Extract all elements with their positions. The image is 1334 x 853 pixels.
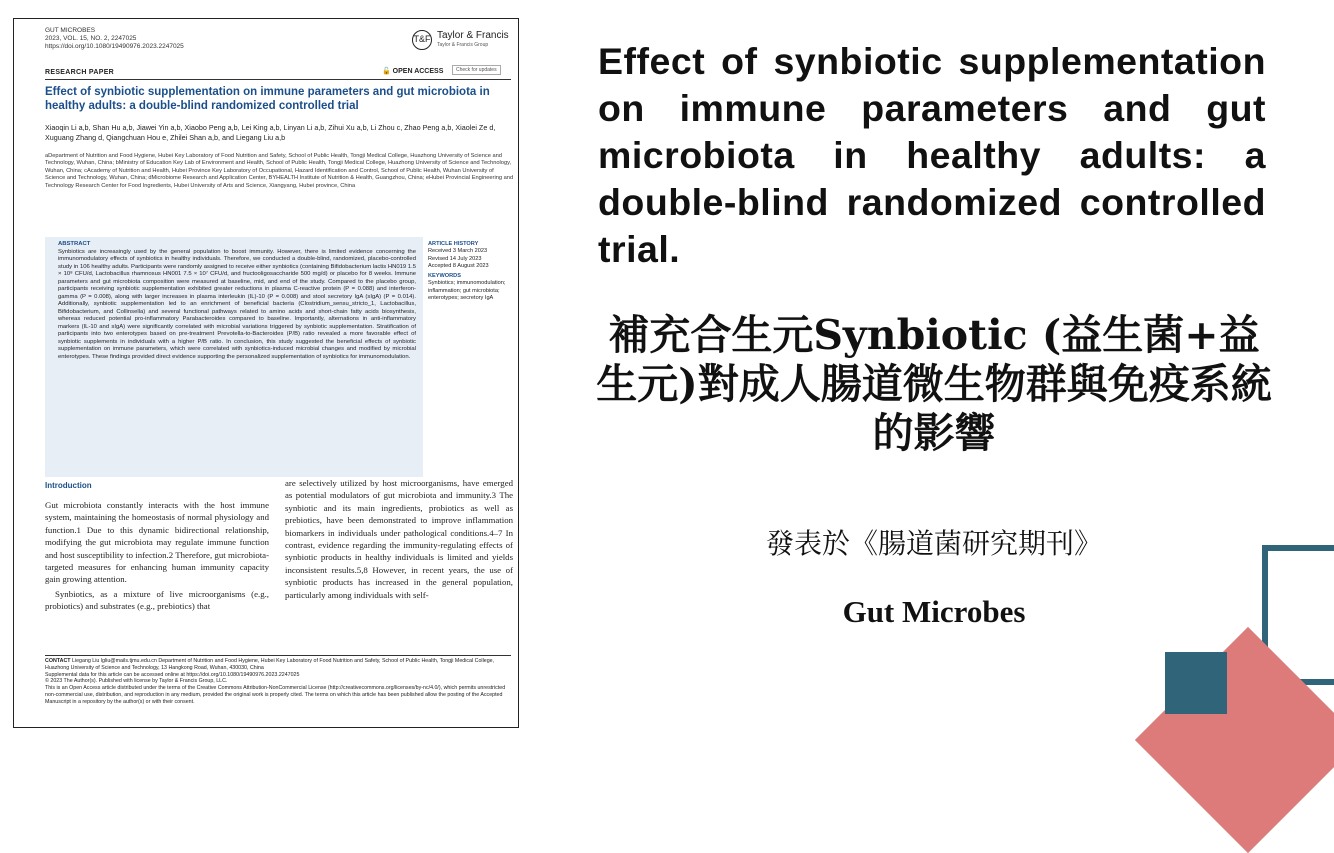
- keywords-text: Synbiotics; immunomodulation; inflammation; gut microbiota; enterotypes; secretory IgA: [428, 280, 506, 302]
- decorative-square-shape: [1165, 652, 1227, 714]
- journal-volume: 2023, VOL. 15, NO. 2, 2247025: [45, 35, 137, 42]
- abstract-label: ABSTRACT: [58, 241, 91, 247]
- journal-header: [45, 27, 184, 51]
- intro-paragraph-2: Synbiotics, as a mixture of live microorganisms (e.g., probiotics) and substrates (e.g., prebiotics) that: [45, 588, 269, 612]
- header-divider: [45, 79, 511, 80]
- chinese-title: 補充合生元Synbiotic (益生菌+益生元)對成人腸道微生物群與免疫系統的影響: [596, 311, 1272, 457]
- publisher-name: Taylor & Francis: [437, 30, 509, 41]
- supplemental-note: Supplemental data for this article can be accessed online at https://doi.org/10.1080/19490976.2023.2247025: [45, 671, 300, 678]
- history-label: ARTICLE HISTORY: [428, 241, 479, 247]
- intro-heading: Introduction: [45, 481, 92, 490]
- english-title: Effect of synbiotic supplementation on immune parameters and gut microbiota in healthy adults: a double-blind randomized controlled trial.: [598, 40, 1266, 270]
- open-lock-icon: 🔓: [382, 68, 391, 75]
- intro-paragraph-1: Gut microbiota constantly interacts with the host immune system, maintaining the homeostasis of normal physiology and function.1 Due to this dynamic bidirectional relationship, modifying the gut microbiota may regulate immune function and host susceptibility to infection.2 Therefore, gut microbiota-targeted measures for enhancing human immunity capacity gain growing attention.: [45, 500, 269, 585]
- check-updates-badge: Check for updates: [452, 65, 501, 75]
- history-received: Received 3 March 2023: [428, 248, 488, 255]
- contact-footer: [45, 658, 515, 706]
- footer-divider: [45, 655, 511, 656]
- abstract: [58, 241, 416, 361]
- open-access-badge: [382, 67, 443, 75]
- contact-label: CONTACT: [45, 658, 71, 664]
- license-note: This is an Open Access article distributed under the terms of the Creative Commons Attribution-NonCommercial License (http://creativecommons.org/licenses/by-nc/4.0/), which permits unrestricted non-commercial use, distribution, and reproduction in any medium, provided the original work is properly cited. The terms on which this article has been published allow the posting of the Accepted Manuscript in a repository by the author(s) or with their consent.: [45, 685, 506, 705]
- journal-name-label: Gut Microbes: [842, 594, 1026, 629]
- intro-column-left: [45, 499, 269, 613]
- contact-text: Liegang Liu lgliu@mails.tjmu.edu.cn Department of Nutrition and Food Hygiene, Hubei Key Laboratory of Food Nutrition and Safety, School of Public Health, Tongji Medical College, Huazhong University of Science and Technology, 13 Hangkong Road, Wuhan, 430030, China: [45, 658, 495, 671]
- copyright-note: © 2023 The Author(s). Published with license by Taylor & Francis Group, LLC.: [45, 678, 228, 685]
- published-in-label: 發表於《腸道菌研究期刊》: [765, 527, 1102, 560]
- publisher-logo: [412, 27, 512, 51]
- paper-authors: Xiaoqin Li a,b, Shan Hu a,b, Jiawei Yin a,b, Xiaobo Peng a,b, Lei King a,b, Linyan Li a,b, Zihui Xu a,b, Li Zhou c, Zhao Peng a,b, Xiaolei Ze d, Xuguang Zhang d, Qiangchuan Hou e, Zhilei Shan a,b, and Liegang Liu a,b: [45, 123, 496, 142]
- paper-affiliations: aDepartment of Nutrition and Food Hygiene, Hubei Key Laboratory of Food Nutrition and Safety, School of Public Health, Tongji Medical College, Huazhong University of Science and Technology, Wuhan, China; bMinistry of Education Key Lab of Environment and Health, School of Public Health, Tongji Medical College, Huazhong University of Science and Technology, Wuhan, China; cAcademy of Nutrition and Health, Hubei Province Key Laboratory of Occupational, Hazard Identification and Control, School of Public Health, Wuhan University of Science and Technology, Wuhan, China; dMicrobiome Research and Application Center, BYHEALTH Institute of Nutrition & Health, Guangzhou, China; eHubei Provincial Engineering and Technology Research Center for Food Ingredients, Hubei University of Arts and Science, Xiangyang, Hubei province, China: [45, 153, 514, 189]
- open-access-label: OPEN ACCESS: [392, 68, 444, 75]
- paper-title: Effect of synbiotic supplementation on immune parameters and gut microbiota in healthy adults: a double-blind randomized controlled trial: [45, 86, 490, 112]
- section-label: RESEARCH PAPER: [45, 69, 115, 76]
- abstract-text: Synbiotics are increasingly used by the general population to boost immunity. However, there is limited evidence concerning the immunomodulatory effects of synbiotics in healthy individuals. Therefore, we conducted a double-blind, randomized, placebo-controlled study in 106 healthy adults. Participants were randomly assigned to receive either synbiotics (containing Bifidobacterium lactis HN019 1.5 × 10⁸ CFU/d, Lactobacillus rhamnosus HN001 7.5 × 10⁷ CFU/d, and fructooligosaccharide 500 mg/d) or placebo for 8 weeks. Immune parameters and gut microbiota composition were measured at baseline, mid, and end of the study. Compared to the placebo group, participants receiving synbiotic supplementation exhibited greater reductions in plasma C-reactive protein (P = 0.088) and interferon-gamma (P = 0.008), along with larger increases in plasma interleukin (IL)-10 (P = 0.008) and stool secretory IgA (sIgA) (P = 0.014). Additionally, synbiotic supplementation led to an enrichment of beneficial bacteria (Clostridium_sensu_stricto_1, Lactobacillus, Bifidobacterium, and Collinsella) and several functional pathways related to amino acids and short-chain fatty acids biosynthesis, whereas reduced potential pro-inflammatory Parabacteroides compared to baseline. Importantly, alternations in anti-inflammatory markers (IL-10 and sIgA) were significantly correlated with microbial variations triggered by synbiotic supplementation. Stratification of participants into two enterotypes based on pre-treatment Prevotella-to-Bacteroides (P/B) ratio revealed a more favorable effect of synbiotic supplements in individuals with a higher P/B ratio. In conclusion, this study suggested the beneficial effects of synbiotic supplementation on immune parameters, which were correlated with synbiotics-induced microbial changes and modified by microbial enterotypes. These findings provided direct evidence supporting the personalized supplementation of synbiotics for immunomodulation.: [58, 248, 416, 360]
- journal-doi: https://doi.org/10.1080/19490976.2023.2247025: [45, 43, 184, 50]
- keywords-label: KEYWORDS: [428, 273, 461, 280]
- history-revised: Revised 14 July 2023: [428, 255, 482, 262]
- intro-column-right: are selectively utilized by host microorganisms, have emerged as potential modulators of gut microbiota and immunity.3 The synbiotic and its main ingredients, probiotics as well as prebiotics, have been demonstrated to improve inflammation biomarkers in individuals under pathological conditions.4–7 In contrast, evidence regarding the immunity-regulating effects of synbiotic products in healthy individuals is limited and yields inconsistent results.5,8 However, in recent years, the use of synbiotic products has increased in the general population, particularly among individuals with self-: [285, 478, 513, 600]
- article-history: [428, 241, 518, 302]
- publisher-group: Taylor & Francis Group: [437, 42, 489, 48]
- history-accepted: Accepted 8 August 2023: [428, 262, 489, 269]
- journal-name: GUT MICROBES: [45, 27, 96, 34]
- publisher-logo-icon: T&F: [412, 30, 432, 50]
- article-screenshot: [13, 18, 519, 728]
